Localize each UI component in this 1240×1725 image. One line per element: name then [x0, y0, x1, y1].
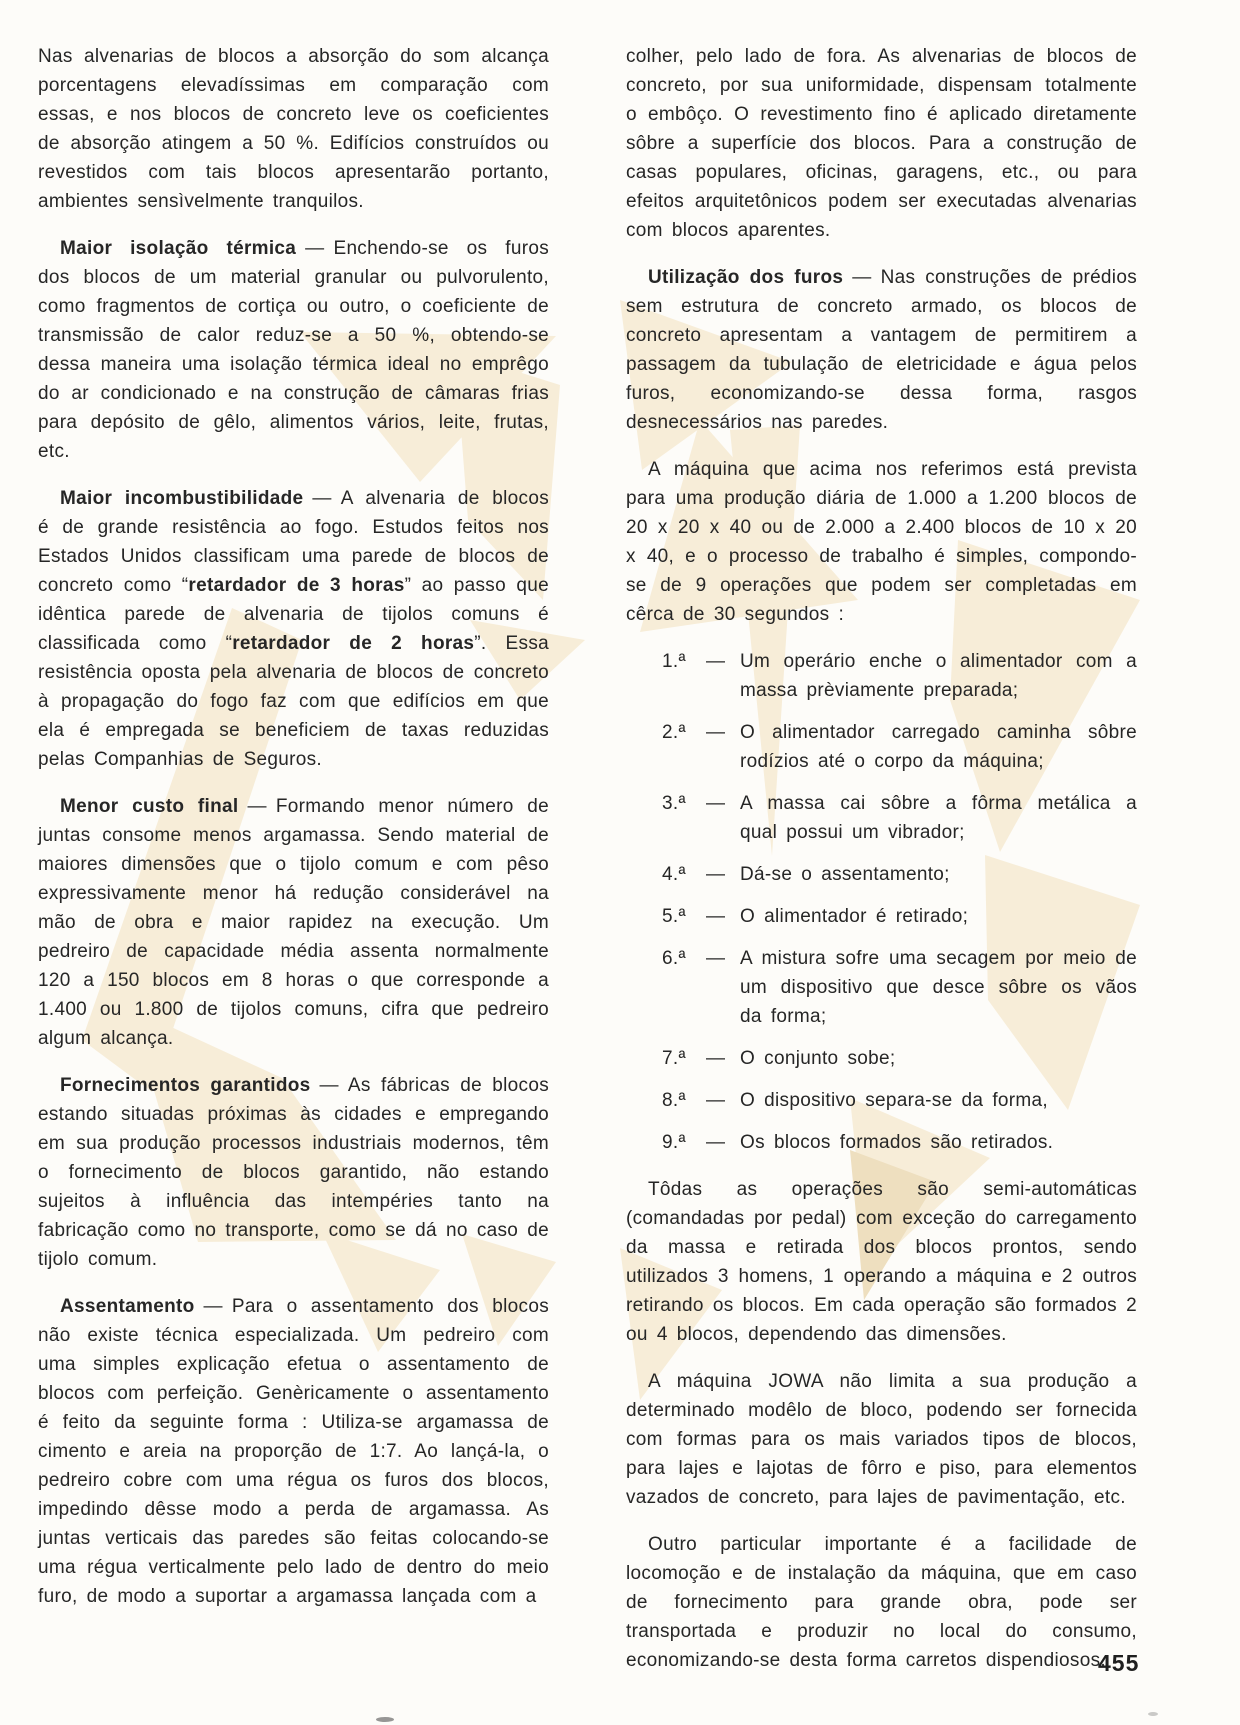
em-dash: — — [706, 793, 726, 814]
operations-list — [626, 647, 1137, 1157]
paragraph — [38, 484, 549, 774]
paragraph-text: As fábricas de blocos estando situadas próximas às cidades e empregando em sua produção processos industriais modernos, têm o fornecimento de blocos garantido, não estando sujeitos à influência das intempéries tanto na fabricação como no transporte, como se dá no caso de tijolo comum. — [38, 1075, 549, 1270]
paragraph-text: A máquina JOWA não limita a sua produção a determinado modêlo de bloco, podendo ser fornecida com formas para os mais variados tipos de blocos, para lajes e lajotas de fôrro e piso, para elementos vazados de concreto, para lajes de pavimentação, etc. — [626, 1371, 1137, 1508]
paragraph-text: colher, pelo lado de fora. As alvenarias de blocos de concreto, por sua uniformidade, dispensam totalmente o embôço. O revestimento fino é aplicado diretamente sôbre a superfície dos blocos. Para a construção de casas populares, oficinas, garagens, etc., ou para efeitos arquitetônicos podem ser executadas alvenarias com blocos aparentes. — [626, 46, 1137, 241]
list-item — [626, 860, 1137, 889]
list-item — [626, 789, 1137, 847]
ink-smudge — [376, 1717, 394, 1722]
paragraph-text: ”. Essa resistência oposta pela alvenaria de blocos de concreto à propagação do fogo faz com que edifícios em que ela é empregada se beneficiem de taxas reduzidas pelas Companhias de Seguros. — [38, 633, 549, 770]
paragraph-lead: Maior incombustibilidade — [60, 488, 304, 509]
paragraph — [38, 1071, 549, 1274]
list-item-number: 9.ª — [662, 1132, 686, 1153]
paragraph — [38, 234, 549, 466]
paragraph-text: A alvenaria de blocos é de grande resistência ao fogo. Estudos feitos nos Estados Unidos classificam uma parede de blocos de concreto como “ — [38, 488, 550, 596]
paragraph — [626, 455, 1137, 629]
list-item — [626, 944, 1137, 1031]
list-item — [626, 647, 1137, 705]
list-item-number: 3.ª — [662, 793, 686, 814]
list-item-text: A mistura sofre uma secagem por meio de um dispositivo que desce sôbre os vãos da forma; — [740, 948, 1137, 1027]
list-item-number: 5.ª — [662, 906, 686, 927]
list-item-number: 7.ª — [662, 1048, 686, 1069]
left-column — [38, 42, 549, 1675]
em-dash: — — [312, 488, 332, 509]
em-dash: — — [203, 1296, 223, 1317]
paragraph-text: Nas construções de prédios sem estrutura de concreto armado, os blocos de concreto apresentam a vantagem de permitirem a passagem da tubulação de eletricidade e água pelos furos, economizando-se dessa forma, rasgos desnecessários nas paredes. — [626, 267, 1137, 433]
page-number: 455 — [1098, 1650, 1140, 1676]
paragraph-lead: Menor custo final — [60, 796, 239, 817]
paragraph — [626, 1367, 1137, 1512]
paragraph-text: Enchendo-se os furos dos blocos de um material granular ou pulvorulento, como fragmentos de cortiça ou outro, o coeficiente de transmissão de calor reduz-se a 50 %, obtendo-se dessa maneira uma isolação térmica ideal no emprêgo do ar condicionado e na construção de câmaras frias para depósito de gêlo, alimentos vários, leite, frutas, etc. — [38, 238, 549, 462]
paragraph-lead: Utilização dos furos — [648, 267, 844, 288]
em-dash: — — [706, 864, 726, 885]
list-item-number: 8.ª — [662, 1090, 686, 1111]
list-item-text: O dispositivo separa-se da forma, — [740, 1090, 1048, 1111]
paragraph — [38, 792, 549, 1053]
em-dash: — — [319, 1075, 339, 1096]
right-column — [626, 42, 1140, 1676]
list-item-text: O conjunto sobe; — [740, 1048, 896, 1069]
text-columns — [38, 42, 1140, 1676]
list-item — [626, 1086, 1137, 1115]
paragraph-text: ” ao passo que idêntica parede de alvenaria de tijolos comuns é classificada como “ — [38, 575, 549, 654]
em-dash: — — [706, 1090, 726, 1111]
em-dash: — — [706, 722, 726, 743]
list-item-number: 4.ª — [662, 864, 686, 885]
list-item — [626, 718, 1137, 776]
bold-phrase: retardador de 3 horas — [188, 575, 405, 596]
em-dash: — — [706, 948, 726, 969]
paragraph-text: Outro particular importante é a facilidade de locomoção e de instalação da máquina, que em caso de fornecimento para grande obra, pode ser transportada e produzir no local do consumo, economizando-se desta forma carretos dispendiosos. — [626, 1534, 1137, 1671]
list-item-text: Dá-se o assentamento; — [740, 864, 950, 885]
paragraph — [626, 1175, 1137, 1349]
list-item-text: O alimentador carregado caminha sôbre rodízios até o corpo da máquina; — [740, 722, 1137, 772]
list-item-text: Os blocos formados são retirados. — [740, 1132, 1054, 1153]
bold-phrase: retardador de 2 horas — [232, 633, 475, 654]
em-dash: — — [852, 267, 872, 288]
paragraph-text: Tôdas as operações são semi-automáticas (comandadas por pedal) com exceção do carregamento da massa e retirada dos blocos prontos, sendo utilizados 3 homens, 1 operando a máquina e 2 outros retirando os blocos. Em cada operação são formados 2 ou 4 blocos, dependendo das dimensões. — [626, 1179, 1137, 1345]
paragraph — [38, 42, 549, 216]
paragraph — [626, 1530, 1140, 1676]
list-item — [626, 1044, 1137, 1073]
paragraph-text: A máquina que acima nos referimos está prevista para uma produção diária de 1.000 a 1.200 blocos de 20 x 20 x 40 ou de 2.000 a 2.400 blocos de 10 x 20 x 40, e o processo de trabalho é simples, compondo-se de 9 operações que podem ser completadas em cêrca de 30 segundos : — [626, 459, 1137, 625]
ink-smudge — [1148, 1712, 1158, 1716]
em-dash: — — [706, 906, 726, 927]
em-dash: — — [706, 1132, 726, 1153]
em-dash: — — [305, 238, 325, 259]
list-item — [626, 902, 1137, 931]
paragraph-lead: Maior isolação térmica — [60, 238, 297, 259]
em-dash: — — [706, 651, 726, 672]
em-dash: — — [247, 796, 267, 817]
paragraph-text: Formando menor número de juntas consome menos argamassa. Sendo material de maiores dimensões que o tijolo comum e com pêso expressivamente menor há redução considerável na mão de obra e maior rapidez na execução. Um pedreiro de capacidade média assenta normalmente 120 a 150 blocos em 8 horas o que corresponde a 1.400 ou 1.800 de tijolos comuns, cifra que pedreiro algum alcança. — [38, 796, 550, 1049]
em-dash: — — [706, 1048, 726, 1069]
paragraph-text: Para o assentamento dos blocos não existe técnica especializada. Um pedreiro com uma simples explicação efetua o assentamento de blocos com perfeição. Genèricamente o assentamento é feito da seguinte forma : Utiliza-se argamassa de cimento e areia na proporção de 1:7. Ao lançá-la, o pedreiro cobre com uma régua os furos dos blocos, impedindo dêsse modo a perda de argamassa. As juntas verticais das paredes são feitas colocando-se uma régua verticalmente pelo lado de dentro do meio furo, de modo a suportar a argamassa lançada com a — [38, 1296, 549, 1607]
paragraph — [626, 42, 1137, 245]
paragraph — [626, 263, 1137, 437]
list-item-text: O alimentador é retirado; — [740, 906, 969, 927]
list-item — [626, 1128, 1137, 1157]
paragraph-text: Nas alvenarias de blocos a absorção do som alcança porcentagens elevadíssimas em comparação com essas, e nos blocos de concreto leve os coeficientes de absorção atingem a 50 %. Edifícios construídos ou revestidos com tais blocos apresentarão portanto, ambientes sensìvelmente tranquilos. — [38, 46, 549, 212]
list-item-text: A massa cai sôbre a fôrma metálica a qual possui um vibrador; — [740, 793, 1137, 843]
list-item-text: Um operário enche o alimentador com a massa prèviamente preparada; — [740, 651, 1137, 701]
paragraph-lead: Fornecimentos garantidos — [60, 1075, 311, 1096]
paragraph — [38, 1292, 549, 1611]
list-item-number: 2.ª — [662, 722, 686, 743]
paragraph-lead: Assentamento — [60, 1296, 195, 1317]
list-item-number: 6.ª — [662, 948, 686, 969]
list-item-number: 1.ª — [662, 651, 686, 672]
